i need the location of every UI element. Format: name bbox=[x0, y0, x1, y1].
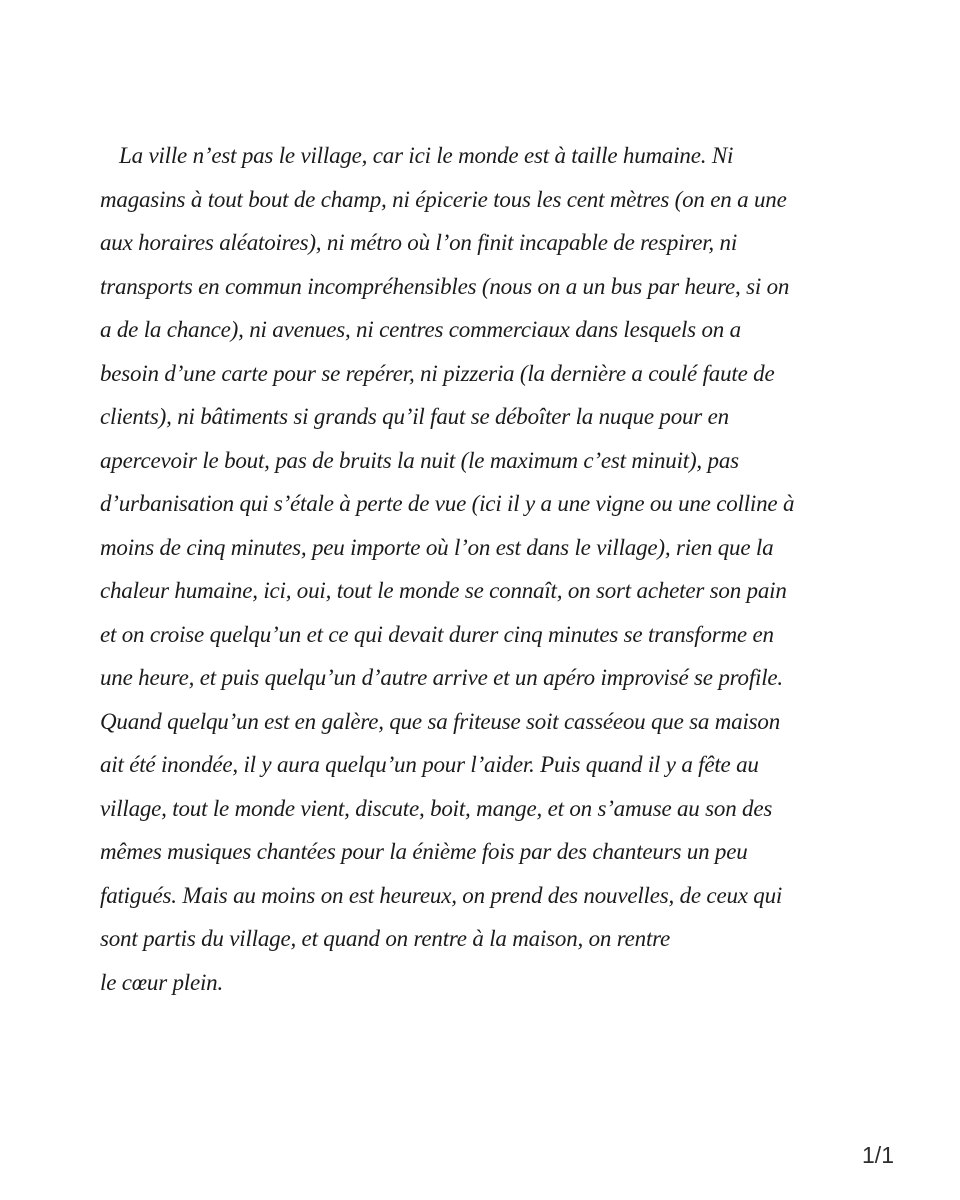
text-line: ait été inondée, il y aura quelqu’un pour l’aider. Puis quand il y a fête au bbox=[100, 752, 759, 777]
text-line: moins de cinq minutes, peu importe où l’on est dans le village), rien que la bbox=[100, 534, 774, 560]
text-line: Quand quelqu’un est en galère, que sa friteuse soit casséeou que sa maison bbox=[100, 708, 780, 734]
text-line: chaleur humaine, ici, oui, tout le monde se connaît, on sort acheter son pain bbox=[100, 578, 787, 603]
text-line: aux horaires aléatoires), ni métro où l’on finit incapable de respirer, ni bbox=[100, 230, 738, 255]
text-line: d’urbanisation qui s’étale à perte de vue (ici il y a une vigne ou une colline à bbox=[100, 491, 795, 516]
text-line: besoin d’une carte pour se repérer, ni pizzeria (la dernière a coulé faute de bbox=[100, 360, 775, 386]
text-line: fatigués. Mais au moins on est heureux, on prend des nouvelles, de ceux qui bbox=[100, 882, 783, 908]
text-line: apercevoir le bout, pas de bruits la nuit (le maximum c’est minuit), pas bbox=[100, 447, 739, 473]
text-line: clients), ni bâtiments si grands qu’il faut se déboîter la nuque pour en bbox=[100, 404, 729, 429]
text-line: une heure, et puis quelqu’un d’autre arrive et un apéro improvisé se profile. bbox=[100, 665, 783, 690]
text-line: sont partis du village, et quand on rentre à la maison, on rentre bbox=[100, 926, 671, 951]
text-line: et on croise quelqu’un et ce qui devait durer cinq minutes se transforme en bbox=[100, 621, 774, 647]
page-indicator: 1/1 bbox=[862, 1142, 894, 1168]
text-line: magasins à tout bout de champ, ni épicerie tous les cent mètres (on en a une bbox=[100, 186, 787, 212]
text-line: village, tout le monde vient, discute, boit, mange, et on s’amuse au son des bbox=[100, 795, 773, 821]
text-block bbox=[100, 134, 860, 1004]
text-line: a de la chance), ni avenues, ni centres commerciaux dans lesquels on a bbox=[100, 317, 741, 342]
text-line: La ville n’est pas le village, car ici le monde est à taille humaine. Ni bbox=[119, 143, 734, 168]
text-line: le cœur plein. bbox=[100, 969, 224, 995]
text-line: transports en commun incompréhensibles (nous on a un bus par heure, si on bbox=[100, 273, 790, 299]
text-line: mêmes musiques chantées pour la énième fois par des chanteurs un peu bbox=[100, 839, 748, 864]
